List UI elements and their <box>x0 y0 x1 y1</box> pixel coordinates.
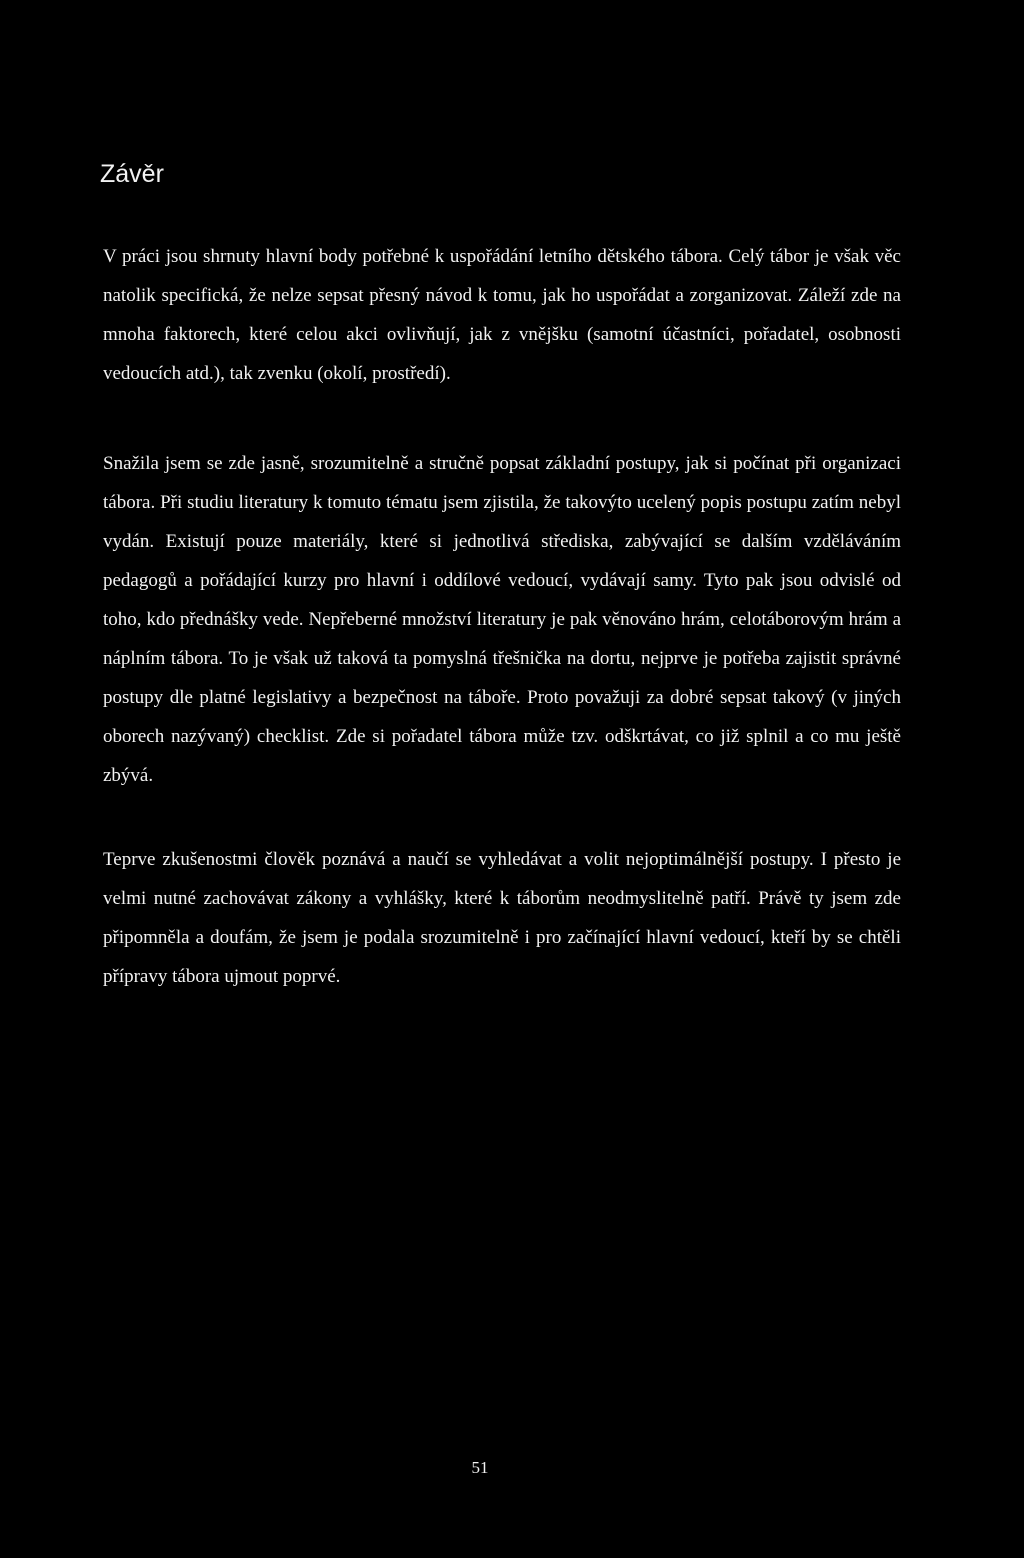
page-title: Závěr <box>100 160 164 188</box>
paragraph-3: Teprve zkušenostmi člověk poznává a naučí se vyhledávat a volit nejoptimálnější postupy. I přesto je velmi nutné zachovávat zákony a vyhlášky, které k táborům neodmyslitelně patří. Právě ty jsem zde připomněla a doufám, že jsem je podala srozumitelně i pro začínající hlavní vedoucí, kteří by se chtěli přípravy tábora ujmout poprvé. <box>103 849 901 987</box>
paragraph-2: Snažila jsem se zde jasně, srozumitelně a stručně popsat základní postupy, jak si počínat při organizaci tábora. Při studiu literatury k tomuto tématu jsem zjistila, že takovýto ucelený popis postupu zatím nebyl vydán. Existují pouze materiály, které si jednotlivá střediska, zabývající se dalším vzděláváním pedagogů a pořádající kurzy pro hlavní i oddílové vedoucí, vydávají samy. Tyto pak jsou odvislé od toho, kdo přednášky vede. Nepřeberné množství literatury je pak věnováno hrám, celotáborovým hrám a náplním tábora. To je však už taková ta pomyslná třešnička na dortu, nejprve je potřeba zajistit správné postupy dle platné legislativy a bezpečnost na táboře. Proto považuji za dobré sepsat takový (v jiných oborech nazývaný) checklist. Zde si pořadatel tábora může tzv. odškrtávat, co již splnil a co mu ještě zbývá. <box>103 453 901 786</box>
page-number: 51 <box>471 1458 489 1477</box>
paragraph-1: V práci jsou shrnuty hlavní body potřebné k uspořádání letního dětského tábora. Celý tábor je však věc natolik specifická, že nelze sepsat přesný návod k tomu, jak ho uspořádat a zorganizovat. Záleží zde na mnoha faktorech, které celou akci ovlivňují, jak z vnějšku (samotní účastníci, pořadatel, osobnosti vedoucích atd.), tak zvenku (okolí, prostředí). <box>103 246 901 384</box>
